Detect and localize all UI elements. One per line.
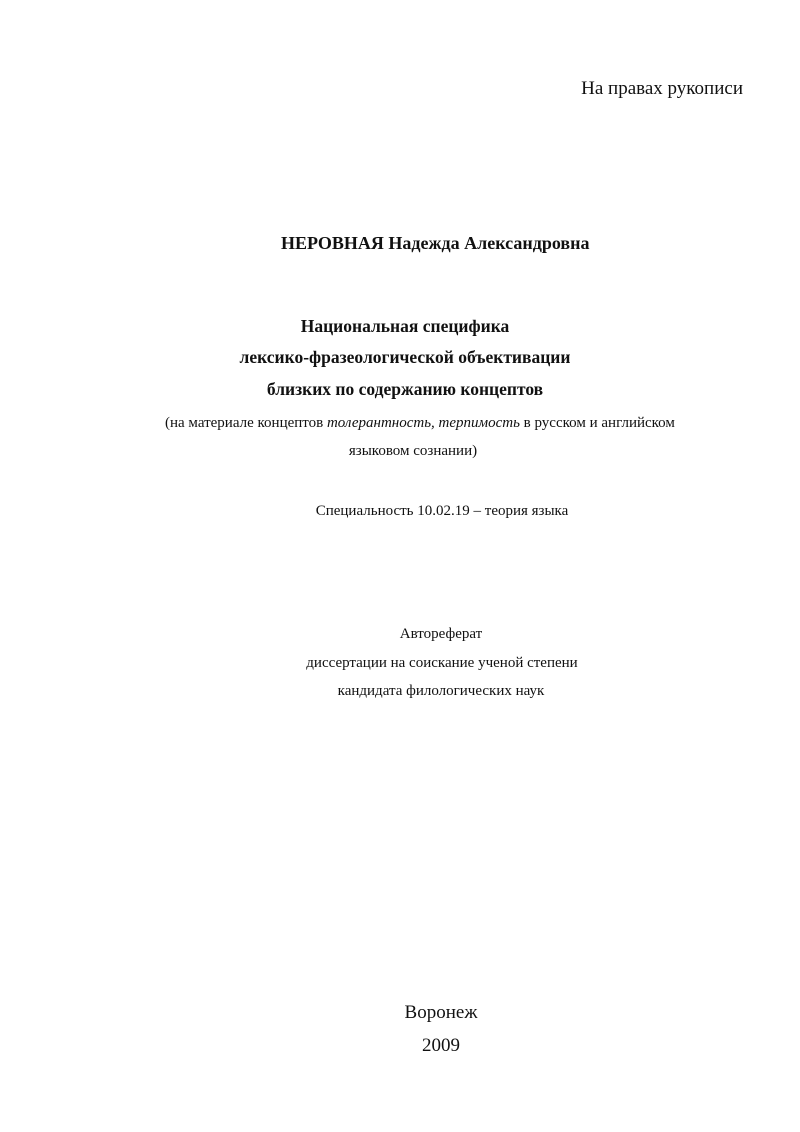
subtitle-suffix: в русском и английском — [519, 415, 675, 431]
abstract-line-2: диссертации на соискание ученой степени — [306, 655, 578, 671]
title-line-2: лексико-фразеологической объективации — [239, 347, 571, 367]
subtitle-prefix: (на материале концептов — [165, 415, 327, 431]
specialty-line: Специальность 10.02.19 – теория языка — [315, 503, 569, 519]
title-line-1: Национальная специфика — [300, 316, 510, 336]
title-line-3: близких по содержанию концептов — [266, 379, 544, 399]
abstract-line-3: кандидата филологических наук — [337, 683, 545, 699]
subtitle-term-tolerance: толерантность, — [326, 415, 435, 431]
subtitle-line-1 — [165, 416, 675, 431]
city-name: Воронеж — [404, 1002, 478, 1023]
subtitle-line-2: языковом сознании) — [348, 443, 478, 459]
abstract-line-1: Автореферат — [399, 626, 483, 642]
manuscript-rights-note: На правах рукописи — [581, 78, 743, 99]
author-name: НЕРОВНАЯ Надежда Александровна — [281, 233, 590, 253]
subtitle-term-patience: терпимость — [438, 415, 520, 431]
publication-year: 2009 — [422, 1035, 460, 1056]
